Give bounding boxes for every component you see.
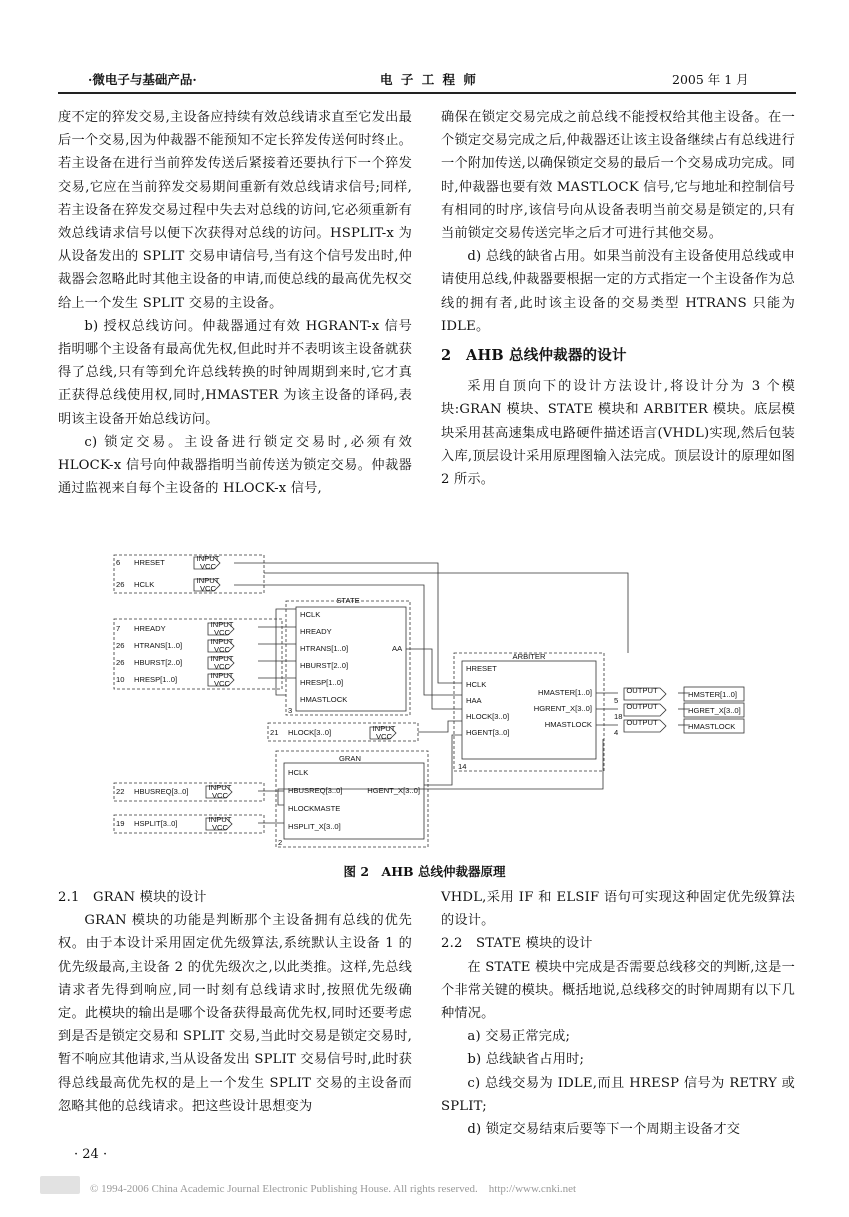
pin-number: 26 [116, 658, 125, 667]
state-port-label: HTRANS[1..0] [300, 644, 349, 653]
arbiter-output-label: HGRENT_X[3..0] [533, 704, 592, 713]
gran-port-label: HBUSREQ[3..0] [288, 786, 343, 795]
output-pin-label: HMSTER[1..0] [688, 690, 737, 699]
state-port-label: HMASTLOCK [300, 695, 348, 704]
input-tag-label: INPUT [210, 620, 234, 629]
input-pin-label: HLOCK[3..0] [288, 728, 332, 737]
right-column-top [441, 106, 795, 491]
subsection-heading: 2.1 GRAN 模块的设计 [58, 890, 207, 905]
pin-number: 10 [116, 675, 125, 684]
input-tag-label: INPUT [210, 654, 234, 663]
gran-port-label: HSPLIT_X[3..0] [288, 822, 341, 831]
gran-port-label: HCLK [288, 768, 309, 777]
state-block-title: STATE [336, 596, 360, 605]
output-pin-label: HMASTLOCK [688, 722, 736, 731]
pin-number: 4 [614, 728, 619, 737]
pin-number: 21 [270, 728, 279, 737]
arbiter-port-label: HRESET [466, 664, 497, 673]
subsection-heading: 2.2 STATE 模块的设计 [441, 936, 593, 952]
input-pin-label: HCLK [134, 580, 155, 589]
input-pin-label: HBUSREQ[3..0] [134, 787, 189, 796]
arbiter-port-label: HAA [466, 696, 482, 705]
arbiter-port-label: HGENT[3..0] [466, 728, 510, 737]
state-port-label: HRESP[1..0] [300, 678, 344, 687]
paragraph: 确保在锁定交易完成之前总线不能授权给其他主设备。在一个锁定交易完成之后,仲裁器还让该主设备继续占有总线进行一个附加传送,以确保锁定交易的最后一个交易成功完成。同时,仲裁器也要有效 MASTLOCK 信号,它与地址和控制信号有相同的时序,该信号向从设备表明当前交易是锁定的,只有当前锁定交易传送完毕之后才可进行其他交易。 [441, 110, 795, 242]
input-pin-label: HBURST[2..0] [134, 658, 183, 667]
header-date: 2005 年 1 月 [672, 72, 749, 87]
gran-port-label: HLOCKMASTE [288, 804, 341, 813]
gran-output-label: HGENT_X[3..0] [367, 786, 420, 795]
arbiter-output-label: HMASTER[1..0] [537, 688, 592, 697]
header-section: ·微电子与基础产品· [88, 72, 197, 87]
list-item: d) 锁定交易结束后要等下一个周期主设备才交 [467, 1122, 741, 1138]
pin-number: 5 [614, 696, 619, 705]
paragraph: 在 STATE 模块中完成是否需要总线移交的判断,这是一个非常关键的模块。概括地说,总线移交的时钟周期有以下几种情况。 [441, 959, 795, 1022]
input-tag-label: INPUT [208, 783, 232, 792]
header-rule [58, 92, 796, 94]
input-tag-label: INPUT [372, 724, 396, 733]
pin-number: 19 [116, 819, 125, 828]
input-tag-vcc: VCC [213, 645, 231, 654]
page-number: · 24 · [74, 1147, 108, 1162]
input-tag-label: INPUT [208, 815, 232, 824]
output-tag-label: OUTPUT [626, 702, 658, 711]
paragraph: b) 授权总线访问。仲裁器通过有效 HGRANT-x 信号指明哪个主设备有最高优先权,但此时并不表明该主设备就获得了总线,只有等到允许总线转换的时钟周期到来时,它才真正获得总线使用权,同时,HMASTER 为该主设备的译码,表明该主设备开始总线访问。 [58, 318, 412, 427]
output-pin-label: HGRET_X[3..0] [688, 706, 741, 715]
list-item: a) 交易正常完成; [467, 1029, 571, 1045]
arbiter-block-title: ARBITER [512, 652, 546, 661]
input-tag-vcc: VCC [213, 662, 231, 671]
input-tag-vcc: VCC [199, 562, 217, 571]
paragraph: c) 锁定交易。主设备进行锁定交易时,必须有效 HLOCK-x 信号向仲裁器指明当前传送为锁定交易。仲裁器通过监视来自每个主设备的 HLOCK-x 信号, [58, 434, 412, 497]
pin-number: 18 [614, 712, 623, 721]
arbiter-port-label: HCLK [466, 680, 487, 689]
input-tag-vcc: VCC [211, 823, 229, 832]
output-tag-label: OUTPUT [626, 686, 658, 695]
paragraph: d) 总线的缺省占用。如果当前没有主设备使用总线或申请使用总线,仲裁器要根据一定的方式指定一个主设备作为总线的拥有者,此时该主设备的交易类型 HTRANS 只能为 IDLE。 [441, 249, 795, 334]
state-block-number: 3 [288, 706, 293, 715]
pin-number: 22 [116, 787, 125, 796]
left-column-bottom [58, 886, 412, 1118]
gran-block-title: GRAN [339, 754, 361, 763]
state-port-label: HCLK [300, 610, 321, 619]
input-pin-label: HREADY [134, 624, 166, 633]
pin-number: 26 [116, 641, 125, 650]
input-pin-label: HRESET [134, 558, 165, 567]
gran-block-number: 2 [278, 838, 283, 847]
pin-number: 26 [116, 580, 125, 589]
input-tag-vcc: VCC [213, 679, 231, 688]
cnki-logo [40, 1176, 80, 1194]
input-tag-vcc: VCC [213, 628, 231, 637]
figure-caption: 图 2 AHB 总线仲裁器原理 [343, 864, 506, 879]
arbiter-schematic [108, 549, 748, 855]
input-pin-label: HTRANS[1..0] [134, 641, 183, 650]
input-tag-label: INPUT [196, 554, 220, 563]
right-column-bottom [441, 886, 795, 1141]
output-tag-label: OUTPUT [626, 718, 658, 727]
arbiter-port-label: HLOCK[3..0] [466, 712, 510, 721]
state-port-label: HREADY [300, 627, 332, 636]
input-tag-vcc: VCC [211, 791, 229, 800]
pin-number: 6 [116, 558, 121, 567]
section-heading: 2 AHB 总线仲裁器的设计 [441, 347, 627, 365]
copyright-footer: © 1994-2006 China Academic Journal Electronic Publishing House. All rights reserved. http://www.cnki.net [90, 1183, 577, 1195]
input-pin-label: HRESP[1..0] [134, 675, 178, 684]
input-tag-vcc: VCC [199, 584, 217, 593]
paragraph: 采用自顶向下的设计方法设计,将设计分为 3 个模块:GRAN 模块、STATE 模块和 ARBITER 模块。底层模块采用甚高速集成电路硬件描述语言(VHDL)实现,然后包装入库,顶层设计采用原理图输入法完成。顶层设计的原理如图 2 所示。 [441, 379, 795, 488]
pin-number: 7 [116, 624, 121, 633]
header-journal: 电 子 工 程 师 [380, 72, 478, 87]
input-tag-label: INPUT [210, 671, 234, 680]
input-tag-label: INPUT [196, 576, 220, 585]
input-pin-label: HSPLIT[3..0] [134, 819, 178, 828]
list-item: b) 总线缺省占用时; [467, 1052, 585, 1068]
state-output-label: AA [392, 644, 403, 653]
left-column-top [58, 106, 412, 500]
paragraph: VHDL,采用 IF 和 ELSIF 语句可实现这种固定优先级算法的设计。 [441, 890, 795, 929]
input-tag-label: INPUT [210, 637, 234, 646]
arbiter-block-number: 14 [458, 762, 467, 771]
input-tag-vcc: VCC [375, 732, 393, 741]
arbiter-output-label: HMASTLOCK [544, 720, 592, 729]
paragraph: GRAN 模块的功能是判断那个主设备拥有总线的优先权。由于本设计采用固定优先级算法,系统默认主设备 1 的优先级最高,主设备 2 的优先级次之,以此类推。这样,先总线请求者先得到响应,同一时刻有总线请求时,按照优先级确定。此模块的输出是哪个设备获得最高优先权,同时还要考虑到是否是锁定交易和 SPLIT 交易,当此时交易是锁定交易时,暂不响应其他请求,当从设备发出 SPLIT 交易信号时,此时获得总线最高优先权的是上一个发生 SPLIT 交易的主设备而忽略其他的总线请求。把这些设计思想变为 [58, 913, 412, 1114]
state-port-label: HBURST[2..0] [300, 661, 349, 670]
list-item: c) 总线交易为 IDLE,而且 HRESP 信号为 RETRY 或 SPLIT; [441, 1075, 795, 1114]
paragraph: 度不定的猝发交易,主设备应持续有效总线请求直至它发出最后一个交易,因为仲裁器不能预知不定长猝发传送何时终止。若主设备在进行当前猝发传送后紧接着还要执行下一个猝发交易,它应在当前猝发交易期间重新有效总线请求信号;同样,若主设备在猝发交易过程中失去对总线的访问,它必须重新有效总线请求信号以便下次获得对总线的访问。HSPLIT-x 为从设备发出的 SPLIT 交易申请信号,当有这个信号发出时,仲裁器会忽略此时其他主设备的申请,而使总线的最高优先权交给上一个发生 SPLIT 交易的主设备。 [58, 110, 412, 311]
